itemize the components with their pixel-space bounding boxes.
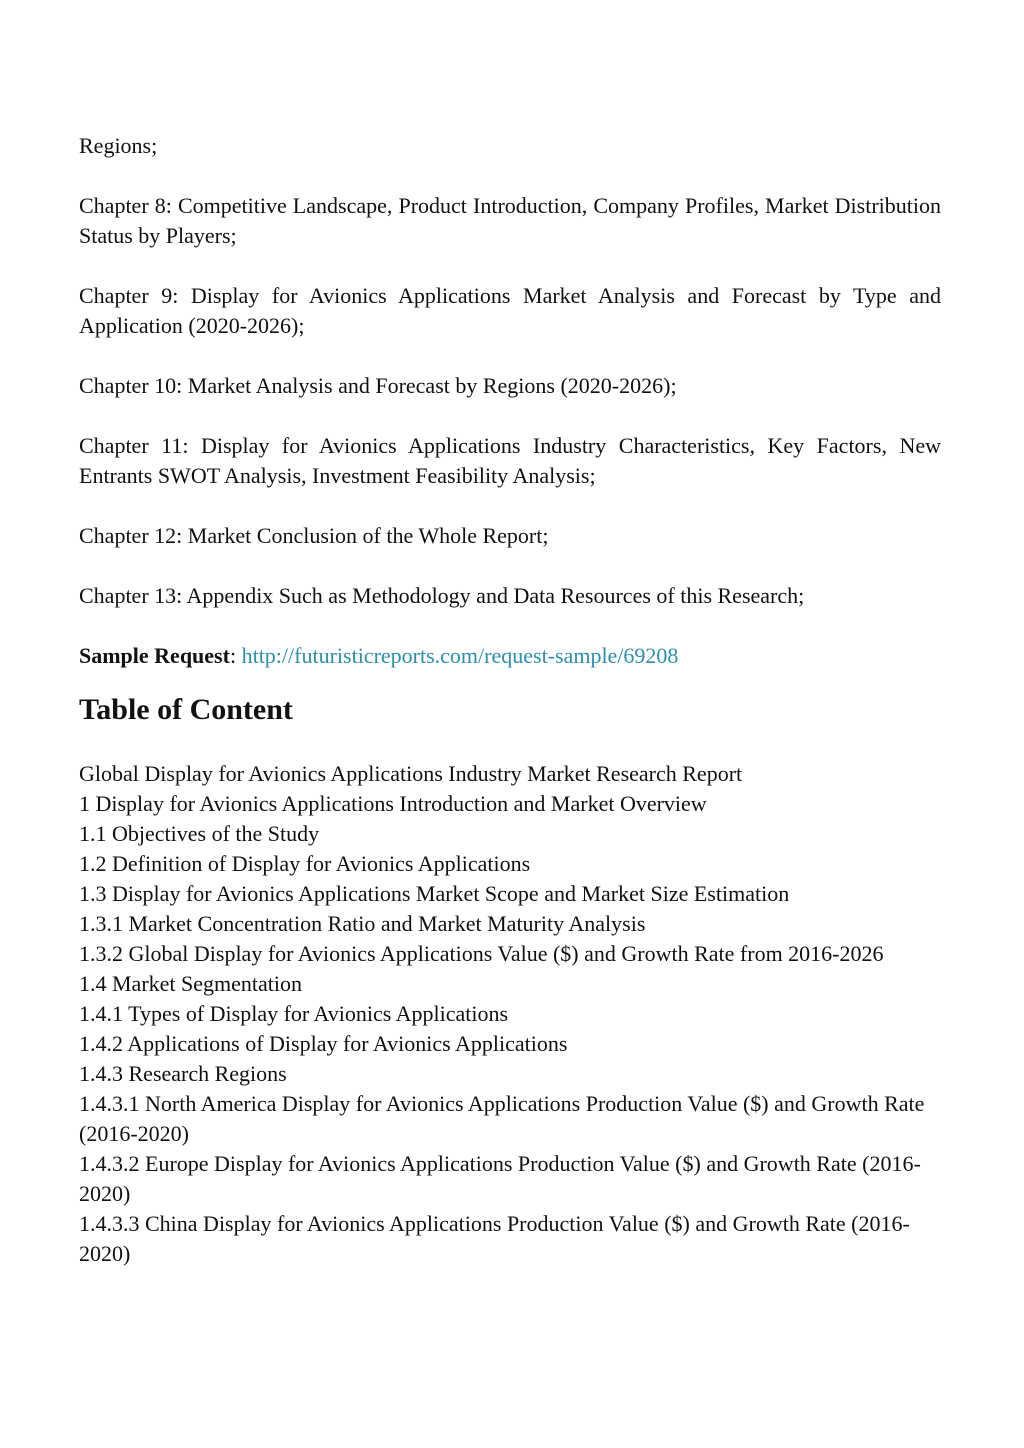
chapter-13-paragraph: Chapter 13: Appendix Such as Methodology and Data Resources of this Research; [79, 583, 805, 608]
sample-request-separator: : [229, 643, 237, 668]
chapter-11-paragraph: Chapter 11: Display for Avionics Applications Industry Characteristics, Key Factors, New Entrants SWOT Analysis, Investment Feasibility Analysis; [79, 433, 941, 488]
toc-item: 1.4.2 Applications of Display for Avionics Applications [79, 1031, 568, 1056]
toc-list [79, 759, 941, 1269]
toc-item: 1.1 Objectives of the Study [79, 821, 320, 846]
toc-item: 1.3 Display for Avionics Applications Market Scope and Market Size Estimation [79, 881, 790, 906]
toc-item: 1.2 Definition of Display for Avionics Applications [79, 851, 531, 876]
sample-request-link[interactable]: http://futuristicreports.com/request-sample/69208 [241, 643, 679, 668]
toc-item: 1.4 Market Segmentation [79, 971, 303, 996]
toc-heading: Table of Content [79, 693, 293, 726]
sample-request-label: Sample Request [79, 643, 230, 668]
chapter-8-paragraph: Chapter 8: Competitive Landscape, Product Introduction, Company Profiles, Market Distribution Status by Players; [79, 193, 941, 248]
toc-item: 1.3.1 Market Concentration Ratio and Market Maturity Analysis [79, 911, 646, 936]
toc-item: Global Display for Avionics Applications Industry Market Research Report [79, 761, 743, 786]
toc-item: 1.4.3.2 Europe Display for Avionics Applications Production Value ($) and Growth Rate (2016-2020) [79, 1151, 921, 1206]
chapter-10-paragraph: Chapter 10: Market Analysis and Forecast by Regions (2020-2026); [79, 373, 677, 398]
toc-item: 1.3.2 Global Display for Avionics Applications Value ($) and Growth Rate from 2016-2026 [79, 941, 884, 966]
toc-item: 1.4.3.3 China Display for Avionics Applications Production Value ($) and Growth Rate (2016-2020) [79, 1211, 910, 1266]
regions-paragraph: Regions; [79, 133, 158, 158]
toc-item: 1.4.3.1 North America Display for Avionics Applications Production Value ($) and Growth Rate (2016-2020) [79, 1091, 925, 1146]
sample-request-line [79, 641, 941, 671]
toc-item: 1.4.3 Research Regions [79, 1061, 287, 1086]
toc-item: 1.4.1 Types of Display for Avionics Applications [79, 1001, 509, 1026]
toc-item: 1 Display for Avionics Applications Introduction and Market Overview [79, 791, 707, 816]
chapter-12-paragraph: Chapter 12: Market Conclusion of the Whole Report; [79, 523, 549, 548]
chapter-9-paragraph: Chapter 9: Display for Avionics Applications Market Analysis and Forecast by Type and Application (2020-2026); [79, 283, 941, 338]
document-page [79, 131, 941, 1269]
